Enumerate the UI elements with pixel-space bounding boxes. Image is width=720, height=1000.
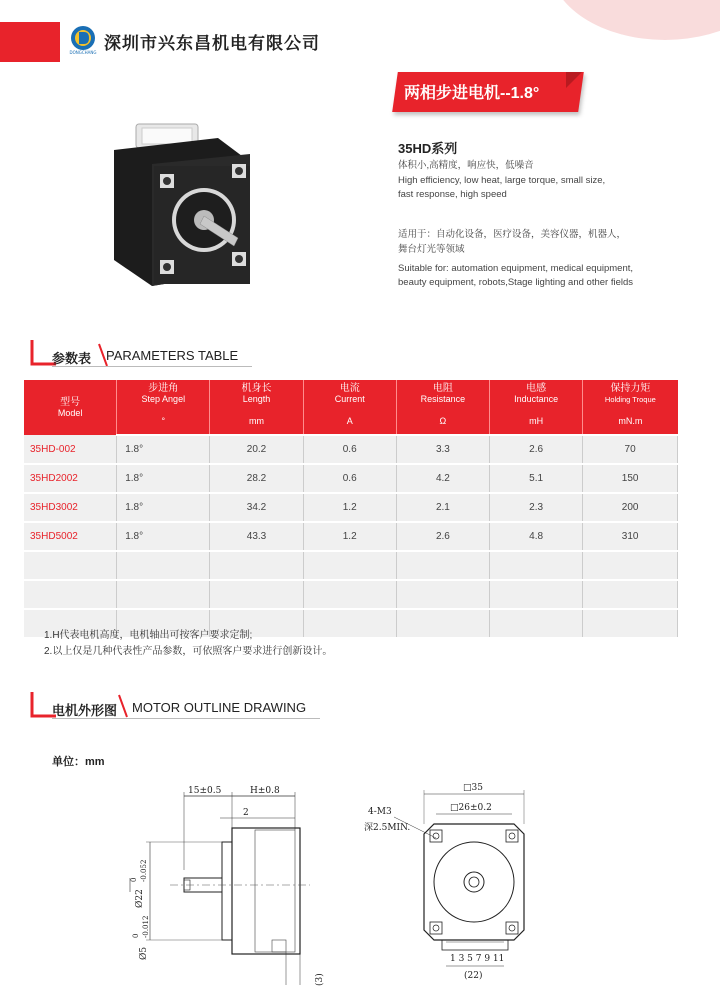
cell-length: 34.2 bbox=[210, 493, 303, 522]
note-2: 2.以上仅是几种代表性产品参数，可依照客户要求进行创新设计。 bbox=[44, 646, 333, 657]
dim-bottom: (3) bbox=[315, 973, 325, 986]
cell-length: 20.2 bbox=[210, 435, 303, 464]
cell-current: 1.2 bbox=[303, 493, 396, 522]
dim-boss-dia: Ø22 bbox=[135, 889, 145, 908]
col-header-current: 电流 Current bbox=[303, 380, 396, 408]
dim-flange: 2 bbox=[243, 808, 249, 818]
features-en-1: High efficiency, low heat, large torque, small size, bbox=[398, 175, 606, 186]
dim-hole-spacing: □26±0.2 bbox=[450, 803, 492, 813]
front-view-drawing bbox=[360, 780, 570, 990]
cell-inductance: 2.3 bbox=[490, 493, 583, 522]
cell-holding-torque: 150 bbox=[583, 464, 678, 493]
drawing-title-divider bbox=[118, 694, 128, 718]
cell-inductance: 4.8 bbox=[490, 522, 583, 551]
cell-step-angle: 1.8° bbox=[117, 464, 210, 493]
unit-length: mm bbox=[210, 408, 303, 435]
empty-row bbox=[24, 551, 678, 580]
corner-decoration bbox=[550, 0, 720, 40]
applications-cn-1: 适用于：自动化设备，医疗设备，美容仪器，机器人， bbox=[398, 229, 627, 240]
features-en-2: fast response, high speed bbox=[398, 189, 507, 200]
dim-shaft-dia: Ø5 bbox=[139, 946, 149, 960]
params-title-underline bbox=[52, 366, 252, 367]
cell-model: 35HD-002 bbox=[24, 435, 117, 464]
table-notes bbox=[44, 628, 332, 660]
dim-boss-tol-lower: -0.052 bbox=[140, 859, 148, 882]
params-title-en: PARAMETERS TABLE bbox=[106, 348, 239, 363]
unit-step-angle: ° bbox=[117, 408, 210, 435]
dim-shaft-length: 15±0.5 bbox=[188, 786, 222, 796]
ribbon-fold bbox=[566, 72, 582, 88]
cell-model: 35HD3002 bbox=[24, 493, 117, 522]
cell-model: 35HD5002 bbox=[24, 522, 117, 551]
dim-body-size: □35 bbox=[463, 783, 483, 793]
dim-shaft-tol-lower: -0.012 bbox=[142, 915, 150, 938]
cell-model: 35HD2002 bbox=[24, 464, 117, 493]
dim-hole-depth: 深2.5MIN. bbox=[364, 823, 411, 833]
cell-step-angle: 1.8° bbox=[117, 435, 210, 464]
table-row bbox=[24, 435, 678, 464]
cell-inductance: 2.6 bbox=[490, 435, 583, 464]
motor-photo bbox=[108, 120, 258, 290]
params-title-cn: 参数表 bbox=[52, 351, 92, 366]
cell-inductance: 5.1 bbox=[490, 464, 583, 493]
dim-boss-tol-upper: 0 bbox=[130, 877, 138, 882]
side-view-drawing bbox=[110, 780, 350, 990]
cell-length: 28.2 bbox=[210, 464, 303, 493]
cell-holding-torque: 70 bbox=[583, 435, 678, 464]
company-name: 深圳市兴东昌机电有限公司 bbox=[104, 34, 320, 53]
col-header-step-angle: 步进角 Step Angel bbox=[117, 380, 210, 408]
dim-pin-span: (22) bbox=[464, 971, 483, 981]
unit-resistance: Ω bbox=[396, 408, 489, 435]
features-cn: 体积小,高精度，响应快，低噪音 bbox=[398, 160, 534, 171]
parameters-table bbox=[24, 380, 678, 639]
drawing-title-underline bbox=[52, 718, 320, 719]
dim-shaft-tol-upper: 0 bbox=[132, 933, 140, 938]
cell-length: 43.3 bbox=[210, 522, 303, 551]
product-title: 两相步进电机--1.8° bbox=[404, 85, 540, 102]
drawing-title-cn: 电机外形图 bbox=[52, 703, 118, 718]
cell-holding-torque: 200 bbox=[583, 493, 678, 522]
col-header-length: 机身长 Length bbox=[210, 380, 303, 408]
series-name: 35HD系列 bbox=[398, 141, 458, 156]
col-header-model: 型号 Model bbox=[24, 380, 117, 435]
logo-text: DONGCHANG bbox=[69, 50, 97, 55]
table-row bbox=[24, 522, 678, 551]
drawing-title-en: MOTOR OUTLINE DRAWING bbox=[132, 700, 307, 715]
cell-holding-torque: 310 bbox=[583, 522, 678, 551]
note-1: 1.H代表电机高度，电机轴出可按客户要求定制; bbox=[44, 630, 253, 641]
cell-current: 0.6 bbox=[303, 435, 396, 464]
header-red-bar bbox=[0, 22, 60, 62]
applications-cn-2: 舞台灯光等领域 bbox=[398, 244, 465, 255]
company-logo bbox=[68, 25, 98, 55]
col-header-holding-torque: 保持力矩 Holding Troque bbox=[583, 380, 678, 408]
cell-current: 1.2 bbox=[303, 522, 396, 551]
col-header-inductance: 电感 Inductance bbox=[490, 380, 583, 408]
cell-resistance: 2.6 bbox=[396, 522, 489, 551]
cell-step-angle: 1.8° bbox=[117, 522, 210, 551]
cell-current: 0.6 bbox=[303, 464, 396, 493]
cell-resistance: 2.1 bbox=[396, 493, 489, 522]
unit-holding-torque: mN.m bbox=[583, 408, 678, 435]
unit-label: 单位：mm bbox=[52, 756, 105, 768]
applications-en-2: beauty equipment, robots,Stage lighting and other fields bbox=[398, 277, 634, 288]
empty-row bbox=[24, 580, 678, 609]
unit-current: A bbox=[303, 408, 396, 435]
cell-step-angle: 1.8° bbox=[117, 493, 210, 522]
col-header-resistance: 电阻 Resistance bbox=[396, 380, 489, 408]
cell-resistance: 3.3 bbox=[396, 435, 489, 464]
dim-pins: 1 3 5 7 9 11 bbox=[450, 954, 505, 964]
applications-en-1: Suitable for: automation equipment, medical equipment, bbox=[398, 263, 633, 274]
unit-inductance: mH bbox=[490, 408, 583, 435]
dim-body-length: H±0.8 bbox=[250, 786, 280, 796]
dim-holes: 4-M3 bbox=[368, 807, 392, 817]
cell-resistance: 4.2 bbox=[396, 464, 489, 493]
table-row bbox=[24, 464, 678, 493]
table-row bbox=[24, 493, 678, 522]
